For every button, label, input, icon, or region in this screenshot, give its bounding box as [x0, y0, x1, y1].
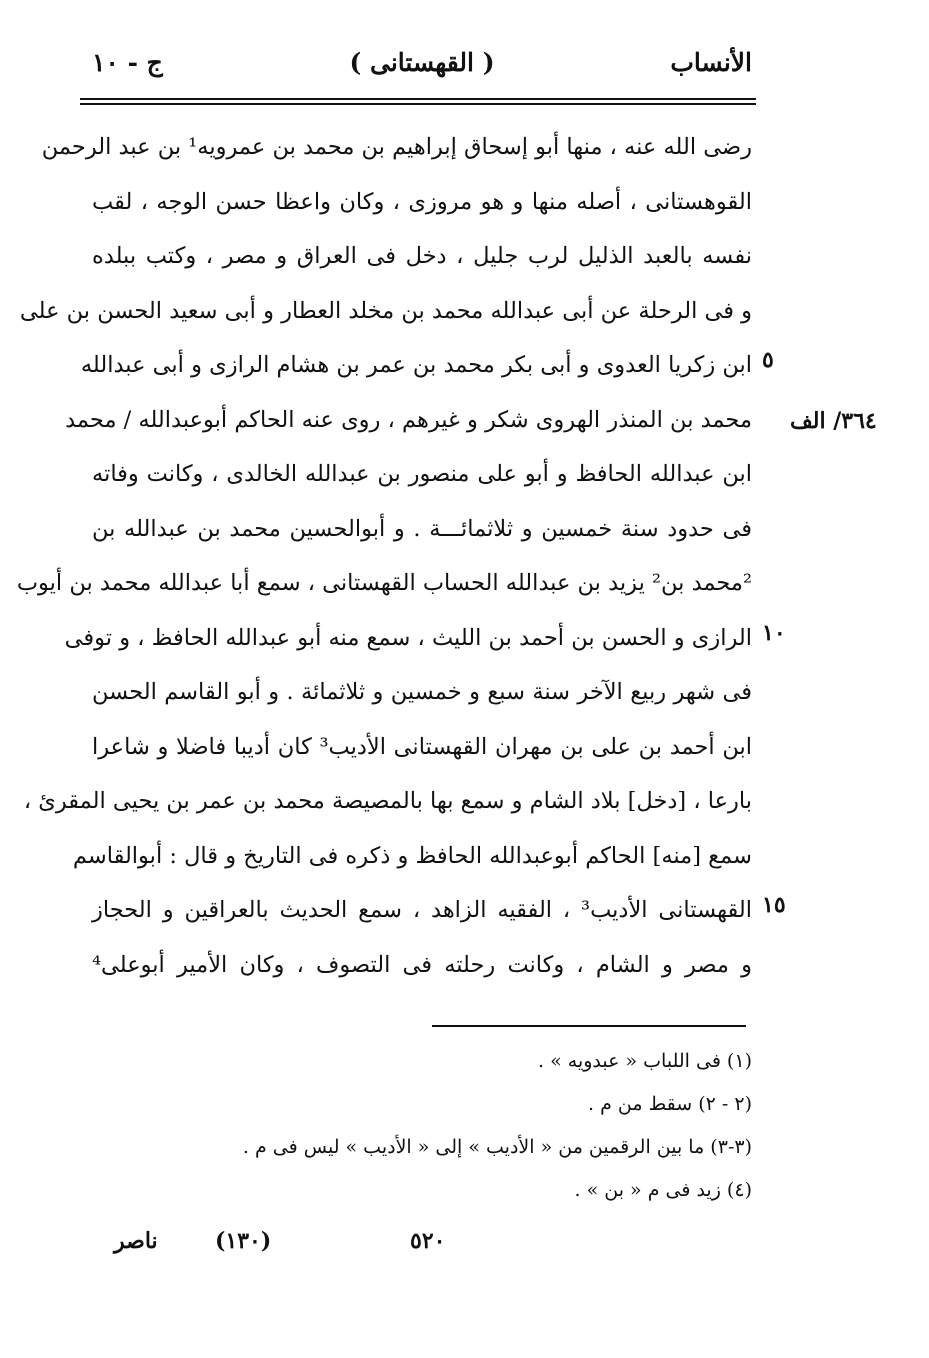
footer-code: ٥٢٠ — [410, 1228, 446, 1254]
running-header — [92, 48, 752, 88]
footnote-3: (٣-٣) ما بين الرقمين من « الأديب » إلى « الأديب » ليس فى م . — [242, 1136, 752, 1158]
text-line: ابن عبدالله الحافظ و أبو على منصور بن عبدالله الخالدى ، وكانت وفاته — [92, 461, 752, 487]
text-line: ابن أحمد بن على بن مهران القهستانى الأديب³ كان أديبا فاضلا و شاعرا — [92, 733, 752, 760]
footnote-rule — [432, 1025, 746, 1027]
text-line: فى حدود سنة خمسين و ثلاثمائـــة . و أبوالحسين محمد بن عبدالله بن — [92, 515, 752, 542]
footer-name: ناصر — [114, 1228, 158, 1254]
footer-number: (١٣٠) — [215, 1228, 272, 1254]
text-line: الرازى و الحسن بن أحمد بن الليث ، سمع منه أبو عبدالله الحافظ ، و توفى — [64, 624, 752, 651]
page-footer — [100, 1228, 800, 1268]
header-entry-title: ( القهستانى ) — [349, 48, 495, 77]
margin-folio-reference: ٣٦٤/ الف — [790, 408, 877, 434]
footnote-4: (٤) زيد فى م « بن » . — [574, 1179, 752, 1201]
text-line: بارعا ، [دخل] بلاد الشام و سمع بها بالمصيصة محمد بن عمر بن يحيى المقرئ ، — [23, 788, 752, 814]
footnote-1: (١) فى اللباب « عبدويه » . — [538, 1050, 752, 1072]
text-line: و مصر و الشام ، وكانت رحلته فى التصوف ، وكان الأمير أبوعلى⁴ — [92, 951, 752, 978]
text-line: محمد بن المنذر الهروى شكر و غيرهم ، روى عنه الحاكم أبوعبدالله / محمد — [65, 406, 752, 433]
header-rule-bottom — [80, 103, 756, 105]
header-rule-top — [80, 98, 756, 100]
text-line: و فى الرحلة عن أبى عبدالله محمد بن مخلد العطار و أبى سعيد الحسن بن على — [19, 297, 752, 324]
main-text-block — [16, 120, 752, 992]
footnotes-block — [92, 1040, 752, 1212]
line-number-10: ١٠ — [762, 620, 786, 646]
line-number-15: ١٥ — [762, 892, 786, 918]
header-volume: ج - ١٠ — [92, 48, 163, 77]
text-line: نفسه بالعبد الذليل لرب جليل ، دخل فى العراق و مصر ، وكتب ببلده — [92, 243, 752, 269]
text-line: سمع [منه] الحاكم أبوعبدالله الحافظ و ذكره فى التاريخ و قال : أبوالقاسم — [72, 842, 752, 869]
text-line: القوهستانى ، أصله منها و هو مروزى ، وكان واعظا حسن الوجه ، لقب — [92, 188, 752, 215]
text-line: ²محمد بن² يزيد بن عبدالله الحساب القهستانى ، سمع أبا عبدالله محمد بن أيوب — [16, 570, 752, 596]
text-line: القهستانى الأديب³ ، الفقيه الزاهد ، سمع الحديث بالعراقين و الحجاز — [92, 897, 752, 923]
text-line: فى شهر ربيع الآخر سنة سبع و خمسين و ثلاثمائة . و أبو القاسم الحسن — [92, 679, 752, 705]
text-line: رضى الله عنه ، منها أبو إسحاق إبراهيم بن محمد بن عمرويه¹ بن عبد الرحمن — [41, 134, 752, 160]
line-number-5: ٥ — [762, 347, 774, 373]
footnote-2: (٢ - ٢) سقط من م . — [588, 1093, 752, 1115]
text-line: ابن زكريا العدوى و أبى بكر محمد بن عمر بن هشام الرازى و أبى عبدالله — [80, 352, 752, 378]
header-book-title: الأنساب — [670, 48, 752, 77]
